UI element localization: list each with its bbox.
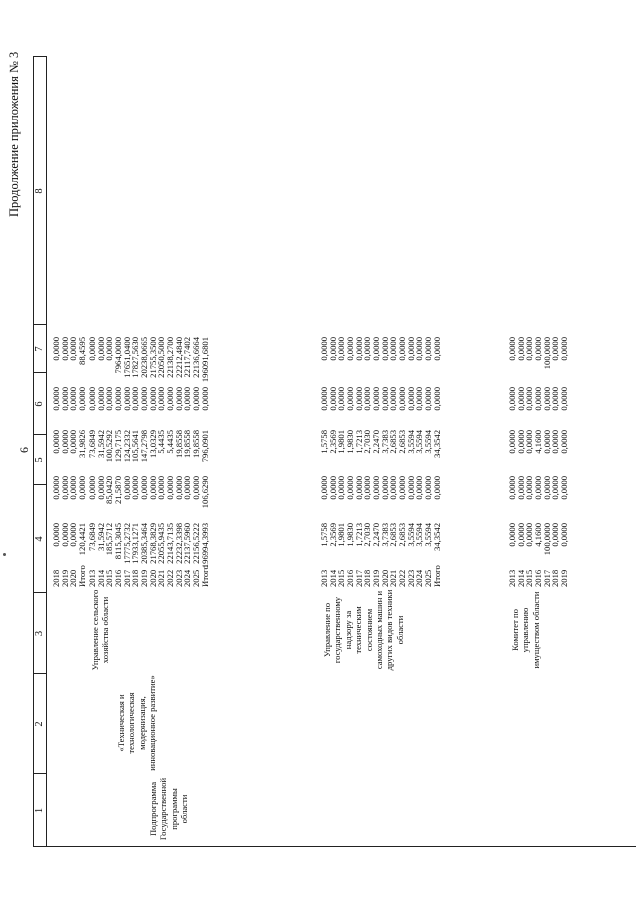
- value-cell: 0,0000: [550, 430, 561, 454]
- value-cell: 0,0000: [173, 387, 184, 411]
- value-cell: 0,0000: [319, 476, 329, 500]
- value-cell: 88,4595: [77, 337, 87, 365]
- value-cell: 19,8558: [191, 430, 202, 458]
- value-cell: 22050,5000: [156, 337, 167, 378]
- value-cell: 0,0000: [388, 337, 399, 361]
- value-cell: 4,1600: [533, 523, 543, 547]
- value-cell: 7964,0000: [113, 337, 123, 374]
- value-cell: 0,0000: [77, 387, 87, 411]
- value-cell: 22138,2700: [165, 337, 176, 378]
- value-cell: 0,0000: [156, 387, 167, 411]
- value-cell: 0,0000: [371, 387, 382, 411]
- row-year: 2023: [173, 569, 184, 587]
- row-year: 2024: [182, 569, 193, 587]
- value-cell: 0,0000: [59, 430, 70, 454]
- column-number-6: 6: [34, 401, 45, 407]
- value-cell: 31,5942: [95, 430, 106, 458]
- value-cell: 2,6853: [388, 430, 399, 454]
- table-header-bottom-rule: [46, 57, 47, 847]
- value-cell: 22117,7402: [182, 337, 193, 378]
- value-cell: 106,6290: [199, 476, 210, 509]
- value-cell: 1,5758: [319, 523, 329, 547]
- value-cell: 0,0000: [68, 523, 79, 547]
- value-cell: 0,0000: [559, 523, 570, 547]
- row-year: 2025: [191, 569, 202, 587]
- value-cell: 0,0000: [59, 387, 70, 411]
- value-cell: 5,4435: [165, 430, 176, 454]
- value-cell: 124,2332: [121, 430, 132, 463]
- value-cell: 0,0000: [87, 387, 97, 411]
- value-cell: 20385,3464: [139, 523, 150, 564]
- value-cell: 0,0000: [405, 337, 416, 361]
- value-cell: 3,5594: [414, 430, 425, 454]
- value-cell: 21755,3500: [147, 337, 158, 378]
- value-cell: 0,0000: [104, 337, 115, 361]
- value-cell: 0,0000: [388, 476, 399, 500]
- value-cell: 2,2470: [371, 430, 382, 454]
- row-year: 2024: [414, 569, 425, 587]
- column-number-7: 7: [34, 346, 45, 352]
- value-cell: 185,5712: [104, 523, 115, 556]
- value-cell: 2,2470: [371, 523, 382, 547]
- value-cell: 8115,3045: [113, 523, 123, 560]
- value-cell: 2,3569: [327, 523, 338, 547]
- value-cell: 0,0000: [515, 476, 526, 500]
- row-year: 2013: [507, 569, 517, 587]
- value-cell: 3,7383: [379, 523, 390, 547]
- value-cell: 0,0000: [147, 387, 158, 411]
- row-year: 2020: [147, 569, 158, 587]
- row-year: 2016: [113, 569, 123, 587]
- value-cell: 3,7383: [379, 430, 390, 454]
- value-cell: 0,0000: [397, 387, 408, 411]
- value-cell: 0,0000: [533, 387, 543, 411]
- value-cell: 0,0000: [199, 387, 210, 411]
- value-cell: 0,0000: [559, 337, 570, 361]
- value-cell: 22143,7135: [165, 523, 176, 564]
- value-cell: 0,0000: [191, 476, 202, 500]
- value-cell: 100,0000: [541, 523, 552, 556]
- value-cell: 17933,1271: [130, 523, 141, 564]
- value-cell: 0,0000: [362, 476, 373, 500]
- value-cell: 0,0000: [524, 387, 535, 411]
- value-cell: 2,3569: [327, 430, 338, 454]
- value-cell: 0,0000: [559, 476, 570, 500]
- row-year: 2017: [541, 569, 552, 587]
- row-year: 2014: [515, 569, 526, 587]
- value-cell: 0,0000: [336, 476, 347, 500]
- responsible-executor: Управление сельского хозяйства области: [90, 589, 111, 671]
- value-cell: 0,0000: [379, 387, 390, 411]
- column-number-2: 2: [34, 721, 45, 727]
- value-cell: 196994,3993: [199, 523, 210, 569]
- value-cell: 0,0000: [431, 476, 442, 500]
- row-year: 2018: [550, 569, 561, 587]
- value-cell: 0,0000: [507, 387, 517, 411]
- value-cell: 0,0000: [533, 476, 543, 500]
- responsible-executor: Управление по государственному надзору за техническим состоянием самоходных машин и других видов техники области: [322, 589, 405, 671]
- value-cell: 20238,0665: [139, 337, 150, 378]
- value-cell: 0,0000: [95, 476, 106, 500]
- column-number-1: 1: [34, 807, 45, 814]
- value-cell: 2,6853: [397, 523, 408, 547]
- value-cell: 0,0000: [147, 476, 158, 500]
- value-cell: 0,0000: [533, 337, 543, 361]
- value-cell: 0,0000: [362, 387, 373, 411]
- value-cell: 22137,5960: [182, 523, 193, 564]
- row-year: 2023: [405, 569, 416, 587]
- value-cell: 0,0000: [524, 337, 535, 361]
- value-cell: 0,0000: [59, 523, 70, 547]
- responsible-executor: Комитет по управлению имуществом области: [510, 591, 541, 669]
- value-cell: 22156,5222: [191, 523, 202, 564]
- value-cell: 0,0000: [182, 387, 193, 411]
- row-year: 2017: [353, 569, 364, 587]
- value-cell: 22055,9435: [156, 523, 167, 564]
- value-cell: 73,6849: [87, 430, 97, 458]
- value-cell: 22232,3398: [173, 523, 184, 564]
- value-cell: 0,0000: [515, 387, 526, 411]
- value-cell: 0,0000: [345, 387, 355, 411]
- row-year: 2018: [362, 569, 373, 587]
- row-year: 2016: [345, 569, 355, 587]
- value-cell: 0,0000: [550, 387, 561, 411]
- value-cell: 0,0000: [397, 337, 408, 361]
- value-cell: 0,0000: [414, 387, 425, 411]
- value-cell: 3,5594: [423, 523, 434, 547]
- value-cell: 2,6853: [388, 523, 399, 547]
- value-cell: 0,0000: [51, 387, 61, 411]
- value-cell: 0,0000: [51, 476, 61, 500]
- value-cell: 31,5942: [95, 523, 106, 551]
- row-year: 2019: [371, 569, 382, 587]
- value-cell: 0,0000: [507, 430, 517, 454]
- value-cell: 0,0000: [405, 476, 416, 500]
- row-year: 2016: [533, 569, 543, 587]
- value-cell: 1,5758: [319, 430, 329, 454]
- value-cell: 0,0000: [515, 430, 526, 454]
- value-cell: 0,0000: [507, 523, 517, 547]
- row-year: 2022: [165, 569, 176, 587]
- row-year: 2014: [327, 569, 338, 587]
- value-cell: 0,0000: [414, 337, 425, 361]
- value-cell: 0,0000: [59, 337, 70, 361]
- value-cell: 0,0000: [182, 476, 193, 500]
- value-cell: 17775,2732: [121, 523, 132, 564]
- value-cell: 796,0901: [199, 430, 210, 463]
- value-cell: 3,5594: [414, 523, 425, 547]
- value-cell: 0,0000: [51, 523, 61, 547]
- value-cell: 0,0000: [353, 476, 364, 500]
- row-year: 2017: [121, 569, 132, 587]
- value-cell: 0,0000: [550, 337, 561, 361]
- value-cell: 73,6849: [87, 523, 97, 551]
- row-year: 2021: [388, 569, 399, 587]
- value-cell: 0,0000: [423, 387, 434, 411]
- value-cell: 0,0000: [77, 476, 87, 500]
- value-cell: 0,0000: [379, 337, 390, 361]
- value-cell: 3,5594: [423, 430, 434, 454]
- value-cell: 0,0000: [405, 387, 416, 411]
- value-cell: 0,0000: [95, 387, 106, 411]
- value-cell: 0,0000: [524, 523, 535, 547]
- value-cell: 0,0000: [345, 476, 355, 500]
- row-year: 2022: [397, 569, 408, 587]
- value-cell: 21768,3829: [147, 523, 158, 564]
- value-cell: 0,0000: [327, 337, 338, 361]
- value-cell: 0,0000: [371, 476, 382, 500]
- row-year: Итого: [431, 565, 442, 587]
- value-cell: 0,0000: [524, 476, 535, 500]
- row-year: 2013: [87, 569, 97, 587]
- value-cell: 0,0000: [371, 337, 382, 361]
- value-cell: 0,0000: [319, 387, 329, 411]
- value-cell: 0,0000: [397, 476, 408, 500]
- row-year: 2020: [379, 569, 390, 587]
- value-cell: 1,9830: [345, 523, 355, 547]
- subprogram-label: Подпрограмма Государственной программы области: [148, 777, 190, 841]
- value-cell: 0,0000: [87, 476, 97, 500]
- value-cell: 0,0000: [414, 476, 425, 500]
- value-cell: 0,0000: [51, 430, 61, 454]
- value-cell: 0,0000: [431, 387, 442, 411]
- value-cell: 0,0000: [353, 337, 364, 361]
- value-cell: 0,0000: [353, 387, 364, 411]
- value-cell: 0,0000: [507, 337, 517, 361]
- row-year: 2018: [130, 569, 141, 587]
- value-cell: 3,5594: [405, 430, 416, 454]
- column-number-8: 8: [34, 188, 45, 194]
- value-cell: 1,7213: [353, 523, 364, 547]
- value-cell: 0,0000: [362, 337, 373, 361]
- value-cell: 100,0000: [541, 337, 552, 370]
- value-cell: 1,9801: [336, 430, 347, 454]
- value-cell: 0,0000: [388, 387, 399, 411]
- page-number: 6: [17, 447, 31, 453]
- row-year: Итого: [199, 565, 210, 587]
- value-cell: 100,5292: [104, 430, 115, 463]
- value-cell: 0,0000: [59, 476, 70, 500]
- value-cell: 0,0000: [541, 476, 552, 500]
- value-cell: 0,0000: [68, 387, 79, 411]
- row-year: 2019: [59, 569, 70, 587]
- value-cell: 0,0000: [515, 523, 526, 547]
- value-cell: 0,0000: [319, 337, 329, 361]
- value-cell: 0,0000: [139, 476, 150, 500]
- value-cell: 3,5594: [405, 523, 416, 547]
- value-cell: 2,6853: [397, 430, 408, 454]
- row-year: 2014: [95, 569, 106, 587]
- value-cell: 22212,4840: [173, 337, 184, 378]
- value-cell: 0,0000: [156, 476, 167, 500]
- subprogram-title: «Техническая и технологическая модернизация, инновационное развитие»: [116, 675, 158, 771]
- row-year: 2013: [319, 569, 329, 587]
- value-cell: 0,0000: [515, 337, 526, 361]
- row-year: 2015: [336, 569, 347, 587]
- value-cell: 0,0000: [68, 476, 79, 500]
- value-cell: 0,0000: [559, 387, 570, 411]
- value-cell: 196091,6801: [199, 337, 210, 383]
- value-cell: 0,0000: [336, 337, 347, 361]
- value-cell: 5,4435: [156, 430, 167, 454]
- value-cell: 0,0000: [121, 387, 132, 411]
- value-cell: 129,7175: [113, 430, 123, 463]
- value-cell: 0,0000: [327, 387, 338, 411]
- value-cell: 0,0000: [327, 476, 338, 500]
- value-cell: 0,0000: [524, 430, 535, 454]
- value-cell: 0,0000: [68, 337, 79, 361]
- value-cell: 1,7213: [353, 430, 364, 454]
- row-year: 2021: [156, 569, 167, 587]
- value-cell: 17827,5630: [130, 337, 141, 378]
- value-cell: 1,9801: [336, 523, 347, 547]
- value-cell: 0,0000: [431, 337, 442, 361]
- value-cell: 0,0000: [379, 476, 390, 500]
- value-cell: 0,0000: [173, 476, 184, 500]
- value-cell: 0,0000: [541, 387, 552, 411]
- value-cell: 0,0000: [541, 430, 552, 454]
- value-cell: 0,0000: [165, 387, 176, 411]
- row-year: 2019: [559, 569, 570, 587]
- value-cell: 0,0000: [423, 476, 434, 500]
- row-year: 2015: [524, 569, 535, 587]
- value-cell: 34,3542: [431, 523, 442, 551]
- value-cell: 34,3542: [431, 430, 442, 458]
- value-cell: 0,0000: [559, 430, 570, 454]
- row-year: 2020: [68, 569, 79, 587]
- value-cell: 31,9826: [77, 430, 87, 458]
- left-table-border: [46, 846, 636, 847]
- value-cell: 0,0000: [130, 387, 141, 411]
- column-number-4: 4: [34, 536, 45, 542]
- row-year: 2018: [51, 569, 61, 587]
- value-cell: 19,8558: [182, 430, 193, 458]
- value-cell: 4,1600: [533, 430, 543, 454]
- value-cell: 0,0000: [130, 476, 141, 500]
- value-cell: 0,0000: [95, 337, 106, 361]
- table-header-top-rule: [33, 57, 34, 847]
- value-cell: 0,0000: [68, 430, 79, 454]
- value-cell: 0,0000: [191, 387, 202, 411]
- value-cell: 0,0000: [104, 387, 115, 411]
- value-cell: 0,0000: [507, 476, 517, 500]
- value-cell: 19,8558: [173, 430, 184, 458]
- value-cell: 22136,6664: [191, 337, 202, 378]
- appendix-title: Продолжение приложения № 3: [7, 51, 21, 217]
- value-cell: 1,9830: [345, 430, 355, 454]
- value-cell: 0,0000: [336, 387, 347, 411]
- value-cell: 147,2798: [139, 430, 150, 463]
- value-cell: 0,0000: [550, 476, 561, 500]
- value-cell: 21,5870: [113, 476, 123, 504]
- value-cell: 120,4421: [77, 523, 87, 556]
- value-cell: 0,0000: [345, 337, 355, 361]
- row-year: Итого: [77, 565, 87, 587]
- column-number-5: 5: [34, 457, 45, 463]
- value-cell: 0,0000: [550, 523, 561, 547]
- value-cell: 0,0000: [165, 476, 176, 500]
- value-cell: 0,0000: [51, 337, 61, 361]
- row-year: 2025: [423, 569, 434, 587]
- value-cell: 2,7030: [362, 430, 373, 454]
- value-cell: 85,0420: [104, 476, 115, 504]
- value-cell: 2,7030: [362, 523, 373, 547]
- value-cell: 0,0000: [113, 387, 123, 411]
- value-cell: 105,5641: [130, 430, 141, 463]
- row-year: 2015: [104, 569, 115, 587]
- value-cell: 17651,0400: [121, 337, 132, 378]
- value-cell: 0,0000: [121, 476, 132, 500]
- value-cell: 0,0000: [423, 337, 434, 361]
- value-cell: 0,0000: [87, 337, 97, 361]
- value-cell: 13,0329: [147, 430, 158, 458]
- value-cell: 0,0000: [139, 387, 150, 411]
- column-number-3: 3: [34, 630, 45, 637]
- row-year: 2019: [139, 569, 150, 587]
